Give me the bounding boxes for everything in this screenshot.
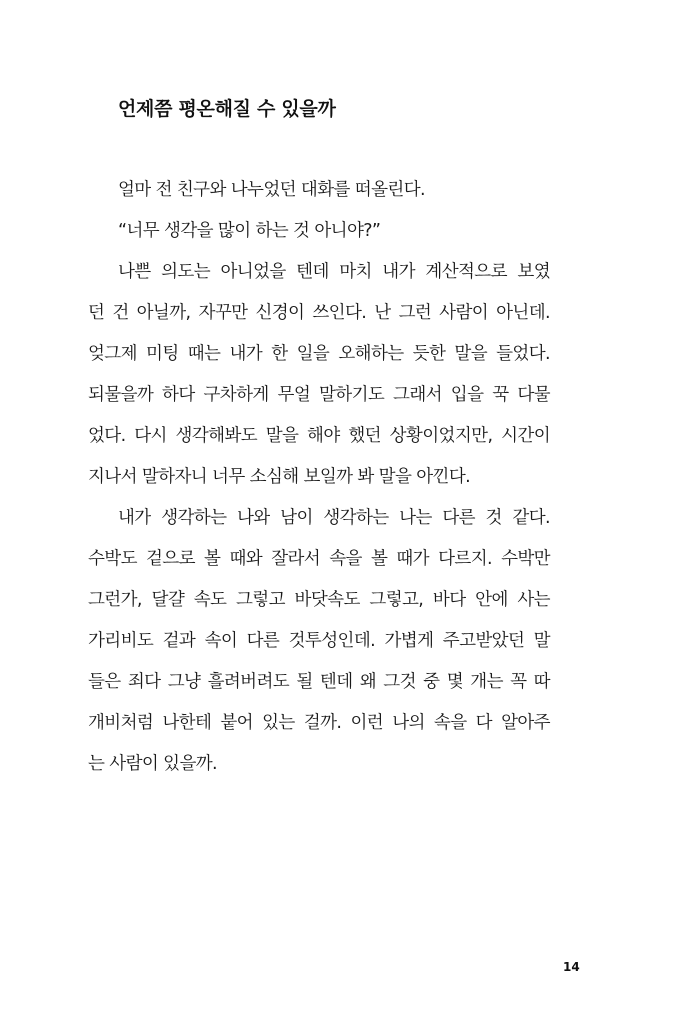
text-line: 얼마 전 친구와 나누었던 대화를 떠올린다.	[118, 180, 425, 200]
text-line: 었다. 다시 생각해봐도 말을 해야 했던 상황이었지만, 시간이	[88, 426, 550, 446]
text-line: 내가 생각하는 나와 남이 생각하는 나는 다른 것 같다.	[118, 508, 550, 528]
page-number: 14	[563, 960, 580, 974]
text-line: 나쁜 의도는 아니었을 텐데 마치 내가 계산적으로 보였	[118, 262, 550, 282]
text-line: 가리비도 겉과 속이 다른 것투성인데. 가볍게 주고받았던 말	[88, 631, 550, 651]
text-line: 수박도 겉으로 볼 때와 잘라서 속을 볼 때가 다르지. 수박만	[88, 549, 550, 569]
chapter-title: 언제쯤 평온해질 수 있을까	[118, 98, 336, 120]
text-line: 되물을까 하다 구차하게 무얼 말하기도 그래서 입을 꾹 다물	[88, 385, 550, 405]
text-line: 개비처럼 나한테 붙어 있는 걸까. 이런 나의 속을 다 알아주	[88, 713, 550, 733]
text-line: 는 사람이 있을까.	[88, 754, 218, 774]
text-line: “너무 생각을 많이 하는 것 아니야?”	[118, 221, 381, 241]
text-line: 던 건 아닐까, 자꾸만 신경이 쓰인다. 난 그런 사람이 아닌데.	[88, 303, 550, 323]
text-line: 엊그제 미팅 때는 내가 한 일을 오해하는 듯한 말을 들었다.	[88, 344, 550, 364]
body-text	[88, 170, 550, 785]
text-line: 지나서 말하자니 너무 소심해 보일까 봐 말을 아낀다.	[88, 467, 471, 487]
text-line: 들은 죄다 그냥 흘려버려도 될 텐데 왜 그것 중 몇 개는 꼭 따	[88, 672, 550, 692]
text-line: 그런가, 달걀 속도 그렇고 바닷속도 그렇고, 바다 안에 사는	[88, 590, 550, 610]
